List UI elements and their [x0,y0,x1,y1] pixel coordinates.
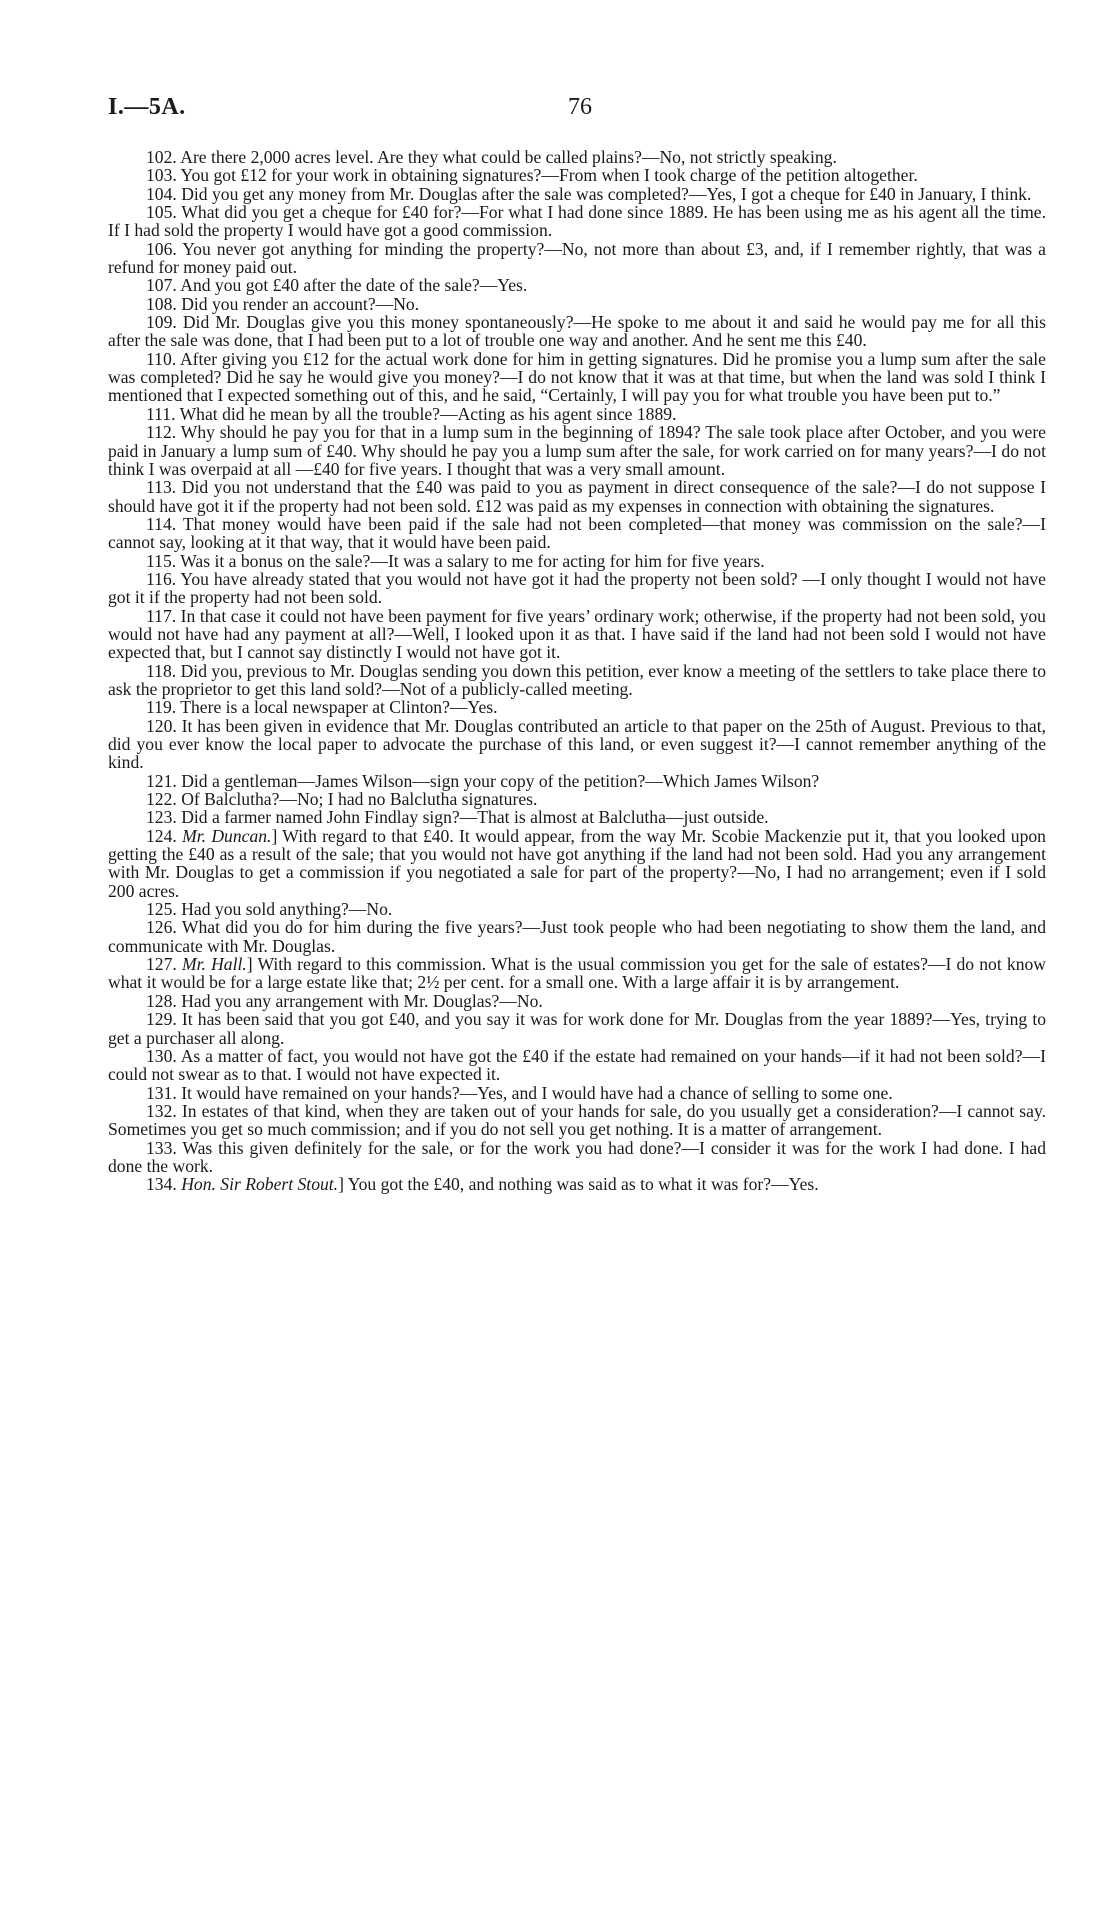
question-number: 132. [146,1100,177,1121]
question-text: Had you any arrangement with Mr. Douglas?—No. [181,990,543,1011]
question-text: In estates of that kind, when they are taken out of your hands for sale, do you usually get a consideration?—I cannot say. Sometimes you get so much commission; and if you do not sell you get nothing. It is a matter of arrangement. [108,1100,1047,1140]
question-text: Did you render an account?—No. [181,293,420,314]
question-number: 130. [146,1045,177,1066]
question-number: 127. [146,954,177,975]
question-text: What did you get a cheque for £40 for?—For what I had done since 1889. He has been using me as his agent all the time. If I had sold the property I would have got a good commission. [108,202,1046,241]
question-paragraph [108,1010,1046,1047]
page-number: 76 [568,94,592,120]
question-number: 104. [146,183,177,204]
question-paragraph [108,552,1046,570]
question-paragraph [108,203,1046,240]
question-number: 126. [146,917,177,938]
question-paragraph [108,1084,1046,1102]
question-number: 122. [146,789,177,810]
question-number: 121. [146,770,177,791]
question-text: Did you get any money from Mr. Douglas after the sale was completed?—Yes, I got a cheque for £40 in January, I think. [181,183,1032,204]
question-text: With regard to that £40. It would appear, from the way Mr. Scobie Mackenzie put it, that you looked upon getting the £40 as a result of the sale; that you would not have got anything if the land had not been sold. Had you any arrangement with Mr. Douglas to get a commission if you negotiated a sale for part of the property?—No, I had no arrangement; even if I sold 200 acres. [108,825,1046,901]
question-number: 103. [146,165,177,186]
question-paragraph [108,662,1046,699]
question-number: 116. [146,568,177,589]
speaker-bracket: ] [271,825,278,846]
question-text: Was this given definitely for the sale, or for the work you had done?—I consider it was for the work I had done. I had done the work. [108,1137,1046,1176]
question-number: 134. [146,1174,177,1195]
question-text: With regard to this commission. What is the usual commission you get for the sale of estates?—I do not know what it would be for a large estate like that; 2½ per cent. for a small one. With a large affair it is by arrangement. [108,954,1046,993]
question-number: 118. [146,660,177,681]
question-number: 119. [146,697,177,718]
question-text: There is a local newspaper at Clinton?—Yes. [180,697,498,718]
question-paragraph [108,955,1046,992]
question-number: 133. [146,1137,177,1158]
question-paragraph [108,1102,1046,1139]
question-paragraph [108,717,1046,772]
question-paragraph [108,350,1046,405]
speaker-name: Mr. Duncan. [182,825,272,846]
question-number: 123. [146,807,177,828]
question-text: Did you not understand that the £40 was paid to you as payment in direct consequence of the sale?—I do not suppose I should have got it if the property had not been sold. £12 was paid as my expenses in connection with obtaining the signatures. [108,477,1046,516]
question-text: You never got anything for minding the property?—No, not more than about £3, and, if I remember rightly, that was a refund for money paid out. [108,238,1046,278]
question-number: 102. [146,147,177,167]
question-paragraph [108,515,1046,552]
question-number: 117. [146,605,177,626]
question-paragraph [108,570,1046,607]
question-number: 110. [146,348,177,369]
question-text: What did you do for him during the five years?—Just took people who had been negotiating to show them the land, and communicate with Mr. Douglas. [108,917,1046,956]
question-paragraph [108,772,1046,790]
question-text: In that case it could not have been payment for five years’ ordinary work; otherwise, if the property had not been sold, you would not have had any payment at all?—Well, I looked upon it as that. I have said if the land had not been sold I would not have expected that, but I cannot say distinctly I would not have got it. [108,605,1046,663]
question-paragraph [108,240,1046,277]
question-number: 124. [146,825,177,846]
question-number: 115. [146,550,177,571]
question-number: 105. [146,202,177,223]
question-paragraph [108,790,1046,808]
speaker-bracket: ] [338,1174,344,1195]
question-paragraph [108,148,1046,166]
question-paragraph [108,276,1046,294]
question-paragraph [108,992,1046,1010]
question-text: As a matter of fact, you would not have got the £40 if the estate had remained on your hands—if it had not been sold?—I could not swear as to that. I would not have expected it. [108,1045,1046,1085]
question-number: 128. [146,990,177,1011]
question-text: You got £12 for your work in obtaining signatures?—From when I took charge of the petition altogether. [180,165,918,186]
question-text: It would have remained on your hands?—Yes, and I would have had a chance of selling to some one. [181,1082,893,1103]
question-number: 125. [146,899,177,920]
question-paragraph [108,1139,1046,1176]
question-text: Why should he pay you for that in a lump sum in the beginning of 1894? The sale took place after October, and you were paid in January a lump sum of £40. Why should he pay you a lump sum after the sale, for work carried on for many years?—I do not think I was overpaid at all —£40 for five years. I thought that was a very small amount. [108,422,1046,479]
question-text: It has been said that you got £40, and you say it was for work done for Mr. Douglas from the year 1889?—Yes, trying to get a purchaser all along. [108,1009,1047,1048]
speaker-bracket: ] [246,954,253,975]
question-text: Did Mr. Douglas give you this money spontaneously?—He spoke to me about it and said he would pay me for all this after the sale was done, that I had been put to a lot of trouble one way and another. And he sent me this £40. [108,312,1046,351]
question-paragraph [108,313,1046,350]
question-number: 120. [146,715,177,736]
question-text: You have already stated that you would not have got it had the property not been sold? —I only thought I would not have got it if the property had not been sold. [108,568,1046,608]
question-number: 114. [146,513,177,534]
question-paragraph [108,1047,1046,1084]
question-text: What did he mean by all the trouble?—Acting as his agent since 1889. [179,403,677,424]
question-number: 131. [146,1082,177,1103]
question-text: Did you, previous to Mr. Douglas sending you down this petition, ever know a meeting of the settlers to take place there to ask the proprietor to get this land sold?—Not of a publicly-called meeting. [108,660,1046,699]
question-text: After giving you £12 for the actual work done for him in getting signatures. Did he promise you a lump sum after the sale was completed? Did he say he would give you money?—I do not know that it was at that time, but when the land was sold I think I mentioned that I expected something out of this, and he said, “Certainly, I will pay you for what trouble you have been put to.” [108,348,1046,406]
document-reference: I.—5A. [108,94,186,120]
question-paragraph [108,423,1046,478]
question-text: And you got £40 after the date of the sale?—Yes. [180,275,528,296]
question-paragraph [108,166,1046,184]
question-number: 113. [146,477,177,498]
question-paragraph [108,827,1046,900]
question-text: It has been given in evidence that Mr. Douglas contributed an article to that paper on the 25th of August. Previous to that, did you ever know the local paper to advocate the purchase of this land, or even suggest it?—I cannot remember anything of the kind. [108,715,1046,773]
question-number: 107. [146,275,177,296]
question-paragraph [108,607,1046,662]
evidence-transcript [108,148,1046,1194]
question-text: Of Balclutha?—No; I had no Balclutha signatures. [181,789,538,810]
question-text: Did a farmer named John Findlay sign?—That is almost at Balclutha—just outside. [181,807,769,828]
question-text: You got the £40, and nothing was said as to what it was for?—Yes. [347,1174,819,1195]
question-paragraph [108,295,1046,313]
question-paragraph [108,900,1046,918]
question-paragraph [108,698,1046,716]
question-text: Was it a bonus on the sale?—It was a salary to me for acting for him for five years. [180,550,765,571]
question-number: 129. [146,1009,177,1030]
question-number: 111. [146,403,176,424]
question-paragraph [108,918,1046,955]
page-header [108,94,1028,122]
question-paragraph [108,1175,1046,1193]
speaker-name: Mr. Hall. [181,954,247,975]
question-text: Are there 2,000 acres level. Are they what could be called plains?—No, not strictly speaking. [180,147,837,167]
question-text: That money would have been paid if the sale had not been completed—that money was commission on the sale?—I cannot say, looking at it that way, that it would have been paid. [108,513,1046,553]
question-text: Had you sold anything?—No. [181,899,393,920]
speaker-name: Hon. Sir Robert Stout. [181,1174,339,1195]
question-number: 106. [146,238,177,259]
question-paragraph [108,478,1046,515]
question-number: 108. [146,293,177,314]
question-number: 112. [146,422,177,443]
question-paragraph [108,808,1046,826]
question-paragraph [108,185,1046,203]
question-text: Did a gentleman—James Wilson—sign your copy of the petition?—Which James Wilson? [181,770,820,791]
question-number: 109. [146,312,177,333]
question-paragraph [108,405,1046,423]
